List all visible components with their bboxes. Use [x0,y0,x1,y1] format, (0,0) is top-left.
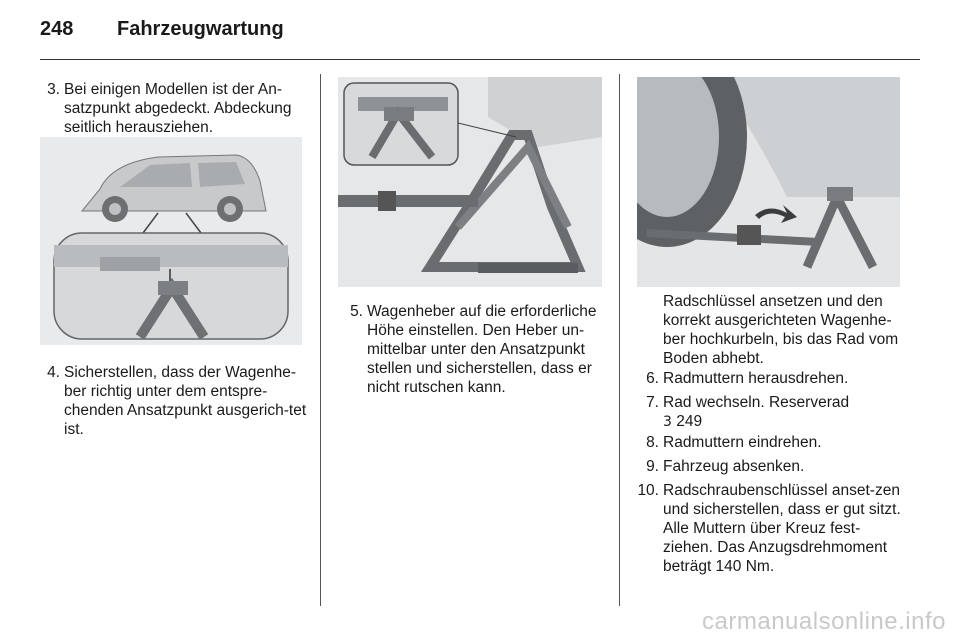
step-text-main: Rad wechseln. Reserverad [663,394,850,411]
step-number: 6. [646,370,659,387]
jack-crank-text [663,292,903,368]
step-6 [646,369,903,388]
step-3 [47,80,312,137]
step-text: Wagenheber auf die erforderliche Höhe einstellen. Den Heber un-mittelbar unter den Ansatzpunkt stellen und sicherstellen, dass er nicht rutschen kann. [367,303,597,396]
step-number: 3. [47,81,60,98]
scissor-jack-illustration-icon [338,77,602,287]
figure-jack-crank [637,77,900,287]
step-text: Radmuttern herausdrehen. [663,370,849,387]
column-divider-2 [619,74,620,606]
watermark: carmanualsonline.info [702,608,946,635]
step-10 [637,481,903,576]
step-8 [646,433,903,452]
step-number: 9. [646,458,659,475]
step-9 [646,457,903,476]
step-7 [646,393,903,432]
step-number: 10. [637,482,659,499]
page-number: 248 [40,18,74,40]
page-reference-arrow-icon: 3 [663,414,672,430]
step-4 [47,363,312,439]
step-number: 7. [646,394,659,411]
page-reference-link[interactable]: 249 [676,413,703,430]
page-title: Fahrzeugwartung [117,18,284,40]
step-text: Bei einigen Modellen ist der An-satzpunkt abgedeckt. Abdeckung seitlich herausziehen. [64,81,292,136]
step-number: 5. [350,303,363,320]
figure-scissor-jack [338,77,602,287]
page-header [40,18,920,58]
step-text: Radschraubenschlüssel anset-zen und sicherstellen, dass er gut sitzt. Alle Muttern über Kreuz fest-ziehen. Das Anzugsdrehmoment beträgt 140 Nm. [663,482,901,575]
step-text: Sicherstellen, dass der Wagenhe-ber richtig unter dem entspre-chenden Ansatzpunkt ausgerich-tet ist. [64,364,307,438]
step-text: Radschlüssel ansetzen und den korrekt ausgerichteten Wagenhe-ber hochkurbeln, bis das Rad vom Boden abhebt. [663,293,899,367]
figure-jack-point [40,137,302,345]
step-text: Fahrzeug absenken. [663,458,805,475]
jack-crank-illustration-icon [637,77,900,287]
step-number: 8. [646,434,659,451]
step-text [663,393,903,432]
step-number: 4. [47,364,60,381]
car-jack-point-illustration-icon [40,137,302,345]
header-divider [40,59,920,60]
step-text: Radmuttern eindrehen. [663,434,822,451]
column-divider-1 [320,74,321,606]
step-5 [350,302,607,397]
